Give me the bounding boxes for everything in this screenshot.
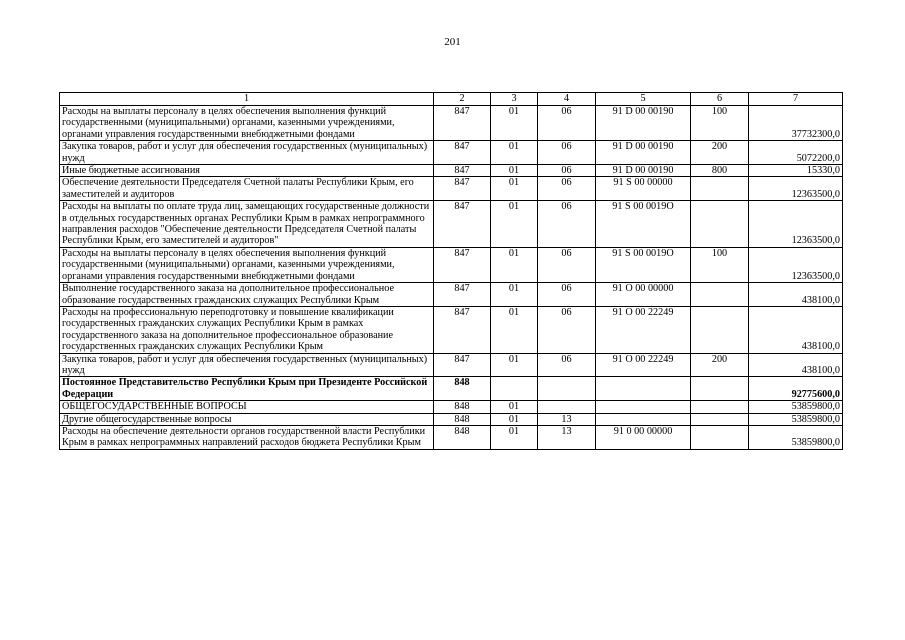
section-cell: 01 [491,413,538,425]
expense-type-cell [691,413,749,425]
subsection-cell: 06 [538,201,596,248]
target-article-cell: 91 O 00 00000 [596,283,691,307]
subsection-cell: 06 [538,247,596,282]
section-cell: 01 [491,177,538,201]
header-cell-7: 7 [749,93,843,106]
amount-cell: 53859800,0 [749,413,843,425]
expense-type-cell: 800 [691,165,749,177]
expense-type-cell [691,425,749,449]
table-row [60,283,843,307]
name-cell: Постоянное Представительство Республики Крым при Президенте Российской Федерации [60,377,434,401]
name-cell: Закупка товаров, работ и услуг для обеспечения государственных (муниципальных) нужд [60,141,434,165]
amount-cell: 438100,0 [749,283,843,307]
table-row [60,401,843,413]
target-article-cell: 91 D 00 00190 [596,165,691,177]
grbs-cell: 847 [434,201,491,248]
name-cell: Обеспечение деятельности Председателя Счетной палаты Республики Крым, его заместителей и аудиторов [60,177,434,201]
section-cell: 01 [491,165,538,177]
target-article-cell [596,377,691,401]
section-cell [491,377,538,401]
subsection-cell [538,377,596,401]
amount-cell: 37732300,0 [749,106,843,141]
subsection-cell: 06 [538,283,596,307]
expense-type-cell: 100 [691,106,749,141]
section-cell: 01 [491,353,538,377]
header-cell-2: 2 [434,93,491,106]
target-article-cell: 91 D 00 00190 [596,141,691,165]
amount-cell: 15330,0 [749,165,843,177]
expense-type-cell: 100 [691,247,749,282]
expense-type-cell [691,201,749,248]
target-article-cell: 91 O 00 22249 [596,353,691,377]
grbs-cell: 847 [434,106,491,141]
section-cell: 01 [491,425,538,449]
expense-type-cell [691,401,749,413]
subsection-cell: 13 [538,425,596,449]
section-cell: 01 [491,247,538,282]
section-cell: 01 [491,283,538,307]
header-row [60,93,843,106]
name-cell: Расходы на выплаты персоналу в целях обеспечения выполнения функций государственными (муниципальными) органами, казенными учреждениями, органами управления государственными внебюджетными фондами [60,247,434,282]
grbs-cell: 847 [434,141,491,165]
page-number: 201 [444,36,461,48]
subsection-cell: 06 [538,177,596,201]
amount-cell: 53859800,0 [749,401,843,413]
grbs-cell: 847 [434,247,491,282]
table-row [60,201,843,248]
name-cell: Расходы на выплаты персоналу в целях обеспечения выполнения функций государственными (муниципальными) органами, казенными учреждениями, органами управления государственными внебюджетными фондами [60,106,434,141]
name-cell: Расходы на обеспечение деятельности органов государственной власти Республики Крым в рамках непрограммных направлений расходов бюджета Республики Крым [60,425,434,449]
expense-type-cell [691,377,749,401]
table-row [60,425,843,449]
grbs-cell: 847 [434,283,491,307]
target-article-cell: 91 D 00 00190 [596,106,691,141]
subsection-cell: 06 [538,165,596,177]
grbs-cell: 848 [434,377,491,401]
section-cell: 01 [491,106,538,141]
header-cell-5: 5 [596,93,691,106]
target-article-cell: 91 S 00 0019O [596,201,691,248]
subsection-cell: 06 [538,306,596,353]
amount-cell: 438100,0 [749,306,843,353]
grbs-cell: 847 [434,177,491,201]
table-row [60,413,843,425]
section-cell: 01 [491,306,538,353]
amount-cell: 92775600,0 [749,377,843,401]
expense-type-cell [691,283,749,307]
table-row [60,377,843,401]
header-cell-6: 6 [691,93,749,106]
target-article-cell [596,413,691,425]
target-article-cell [596,401,691,413]
name-cell: Иные бюджетные ассигнования [60,165,434,177]
target-article-cell: 91 0 00 00000 [596,425,691,449]
grbs-cell: 847 [434,353,491,377]
table-row [60,141,843,165]
amount-cell: 12363500,0 [749,177,843,201]
grbs-cell: 848 [434,401,491,413]
expense-type-cell: 200 [691,353,749,377]
name-cell: Закупка товаров, работ и услуг для обеспечения государственных (муниципальных) нужд [60,353,434,377]
name-cell: Другие общегосударственные вопросы [60,413,434,425]
amount-cell: 12363500,0 [749,201,843,248]
target-article-cell: 91 S 00 00000 [596,177,691,201]
subsection-cell: 06 [538,141,596,165]
subsection-cell: 06 [538,353,596,377]
grbs-cell: 847 [434,165,491,177]
expense-type-cell [691,306,749,353]
expense-type-cell: 200 [691,141,749,165]
amount-cell: 5072200,0 [749,141,843,165]
grbs-cell: 848 [434,425,491,449]
header-cell-4: 4 [538,93,596,106]
table-row [60,306,843,353]
amount-cell: 53859800,0 [749,425,843,449]
subsection-cell: 13 [538,413,596,425]
expense-type-cell [691,177,749,201]
table-body [60,93,843,450]
grbs-cell: 848 [434,413,491,425]
subsection-cell: 06 [538,106,596,141]
target-article-cell: 91 O 00 22249 [596,306,691,353]
table-row [60,106,843,141]
amount-cell: 438100,0 [749,353,843,377]
name-cell: Выполнение государственного заказа на дополнительное профессиональное образование государственных гражданских служащих Республики Крым [60,283,434,307]
table-row [60,177,843,201]
section-cell: 01 [491,201,538,248]
grbs-cell: 847 [434,306,491,353]
section-cell: 01 [491,141,538,165]
name-cell: Расходы на профессиональную переподготовку и повышение квалификации государственных гражданских служащих Республики Крым в рамках государственного заказа на дополнительное профессиональное образование государственных гражданских служащих Республики Крым [60,306,434,353]
header-cell-3: 3 [491,93,538,106]
table-row [60,353,843,377]
subsection-cell [538,401,596,413]
name-cell: ОБЩЕГОСУДАРСТВЕННЫЕ ВОПРОСЫ [60,401,434,413]
table-row [60,247,843,282]
budget-table [59,92,843,450]
header-cell-1: 1 [60,93,434,106]
table-row [60,165,843,177]
section-cell: 01 [491,401,538,413]
amount-cell: 12363500,0 [749,247,843,282]
name-cell: Расходы на выплаты по оплате труда лиц, замещающих государственные должности в отдельных государственных органах Республики Крым в рамках непрограммного направления расходов "Обеспечение деятельности Председателя Счетной палаты Республики Крым, его заместителей и аудиторов" [60,201,434,248]
target-article-cell: 91 S 00 0019O [596,247,691,282]
